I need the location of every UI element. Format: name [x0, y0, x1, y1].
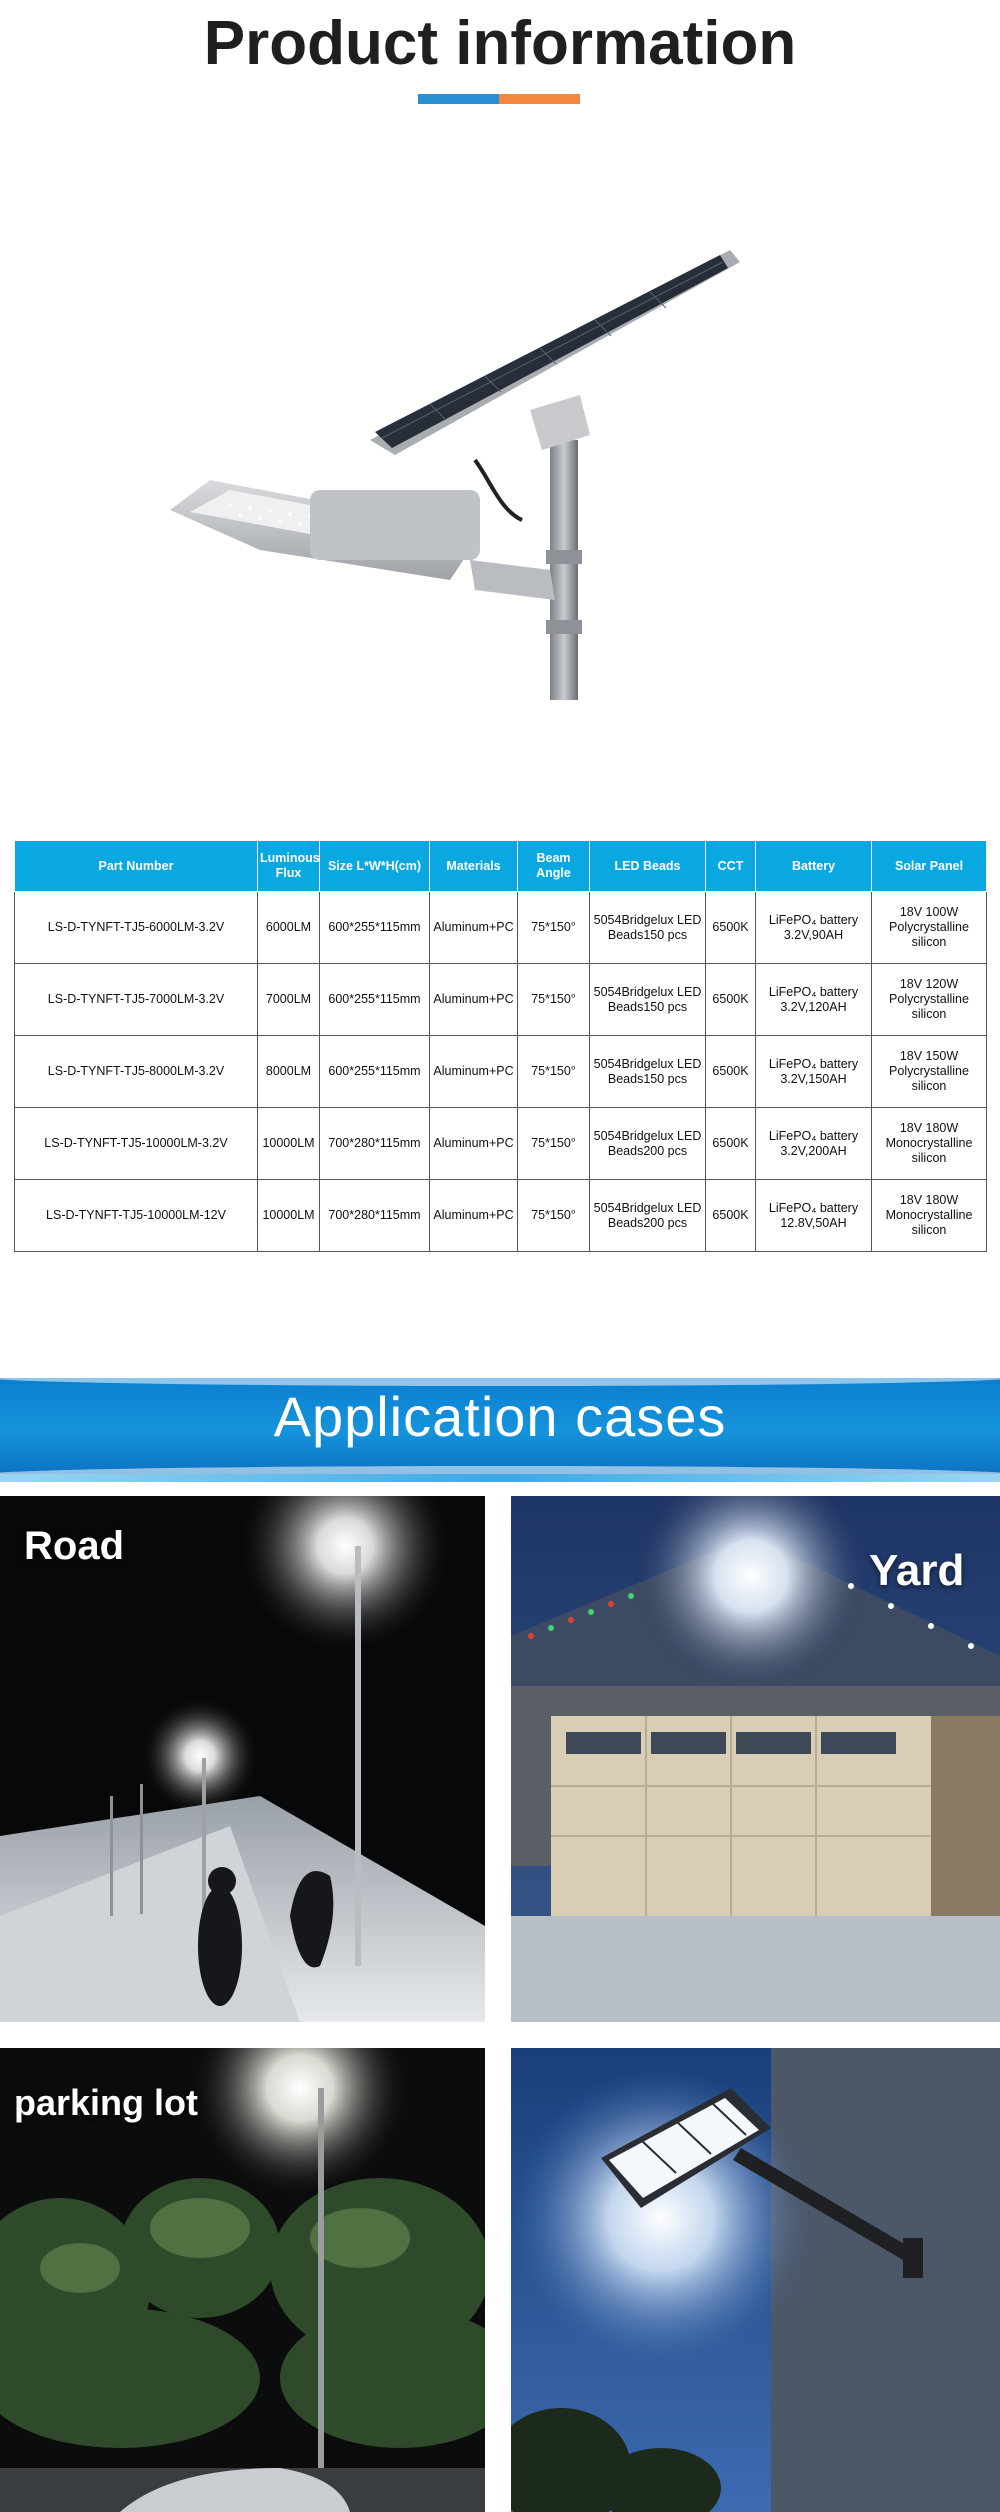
product-image — [170, 220, 830, 700]
pole — [550, 440, 578, 700]
table-cell: LS-D-TYNFT-TJ5-6000LM-3.2V — [15, 892, 258, 964]
table-cell: 75*150° — [518, 1108, 590, 1180]
column-header: CCT — [706, 841, 756, 892]
table-cell: 10000LM — [258, 1108, 320, 1180]
table-row — [15, 1108, 987, 1180]
table-row — [15, 964, 987, 1036]
case-label-parking-lot: parking lot — [14, 2082, 199, 2123]
table-cell: Aluminum+PC — [430, 964, 518, 1036]
banner-underline — [0, 1474, 1000, 1482]
table-cell: LS-D-TYNFT-TJ5-7000LM-3.2V — [15, 964, 258, 1036]
case-label-yard: Yard — [869, 1546, 965, 1595]
table-cell: LiFePO₄ battery 3.2V,120AH — [756, 964, 872, 1036]
table-cell: 6000LM — [258, 892, 320, 964]
underline-orange-segment — [499, 94, 580, 104]
table-cell: LiFePO₄ battery 3.2V,200AH — [756, 1108, 872, 1180]
spec-table — [14, 840, 987, 1252]
table-cell: LiFePO₄ battery 3.2V,150AH — [756, 1036, 872, 1108]
table-cell: 6500K — [706, 1108, 756, 1180]
table-cell: 18V 120W Polycrystalline silicon — [872, 964, 987, 1036]
table-cell: 18V 180W Monocrystalline silicon — [872, 1108, 987, 1180]
table-row — [15, 1180, 987, 1252]
table-cell: LS-D-TYNFT-TJ5-8000LM-3.2V — [15, 1036, 258, 1108]
column-header: Luminous Flux — [258, 841, 320, 892]
table-cell: Aluminum+PC — [430, 1180, 518, 1252]
table-cell: 8000LM — [258, 1036, 320, 1108]
application-title: Application cases — [273, 1385, 727, 1448]
case-parking-image — [0, 2048, 485, 2512]
column-header: Beam Angle — [518, 841, 590, 892]
table-cell: 5054Bridgelux LED Beads150 pcs — [590, 964, 706, 1036]
table-cell: 75*150° — [518, 1036, 590, 1108]
table-cell: LS-D-TYNFT-TJ5-10000LM-3.2V — [15, 1108, 258, 1180]
case-wall-light-image — [511, 2048, 1000, 2512]
table-row — [15, 1036, 987, 1108]
table-cell: Aluminum+PC — [430, 1036, 518, 1108]
table-cell: 7000LM — [258, 964, 320, 1036]
column-header: Battery — [756, 841, 872, 892]
table-cell: 5054Bridgelux LED Beads200 pcs — [590, 1108, 706, 1180]
table-cell: 6500K — [706, 1036, 756, 1108]
column-header: Size L*W*H(cm) — [320, 841, 430, 892]
table-cell: 75*150° — [518, 1180, 590, 1252]
case-road-image — [0, 1496, 485, 2022]
table-cell: 5054Bridgelux LED Beads200 pcs — [590, 1180, 706, 1252]
table-cell: 6500K — [706, 892, 756, 964]
underline-blue-segment — [418, 94, 499, 104]
table-cell: 18V 150W Polycrystalline silicon — [872, 1036, 987, 1108]
table-cell: 600*255*115mm — [320, 964, 430, 1036]
banner-wave — [0, 1466, 1000, 1474]
table-cell: LS-D-TYNFT-TJ5-10000LM-12V — [15, 1180, 258, 1252]
column-header: Part Number — [15, 841, 258, 892]
table-cell: 18V 100W Polycrystalline silicon — [872, 892, 987, 964]
table-cell: LiFePO₄ battery 12.8V,50AH — [756, 1180, 872, 1252]
column-header: Materials — [430, 841, 518, 892]
page-title: Product information — [203, 9, 797, 78]
table-cell: 700*280*115mm — [320, 1180, 430, 1252]
road-night-scene — [0, 1496, 485, 2022]
table-cell: 600*255*115mm — [320, 1036, 430, 1108]
title-underline — [418, 94, 580, 104]
case-yard-image — [511, 1496, 1000, 2022]
table-row — [15, 892, 987, 964]
table-cell: 5054Bridgelux LED Beads150 pcs — [590, 892, 706, 964]
table-cell: 600*255*115mm — [320, 892, 430, 964]
table-cell: 6500K — [706, 964, 756, 1036]
column-header: Solar Panel — [872, 841, 987, 892]
case-label-road: Road — [24, 1524, 124, 1568]
table-cell: 5054Bridgelux LED Beads150 pcs — [590, 1036, 706, 1108]
wall-light-scene — [511, 2048, 1000, 2512]
column-header: LED Beads — [590, 841, 706, 892]
application-banner — [0, 1378, 1000, 1474]
table-cell: 18V 180W Monocrystalline silicon — [872, 1180, 987, 1252]
table-cell: 75*150° — [518, 964, 590, 1036]
table-cell: 10000LM — [258, 1180, 320, 1252]
table-cell: 700*280*115mm — [320, 1108, 430, 1180]
table-header-row — [15, 841, 987, 892]
table-cell: Aluminum+PC — [430, 1108, 518, 1180]
table-cell: Aluminum+PC — [430, 892, 518, 964]
table-cell: LiFePO₄ battery 3.2V,90AH — [756, 892, 872, 964]
table-cell: 75*150° — [518, 892, 590, 964]
table-cell: 6500K — [706, 1180, 756, 1252]
